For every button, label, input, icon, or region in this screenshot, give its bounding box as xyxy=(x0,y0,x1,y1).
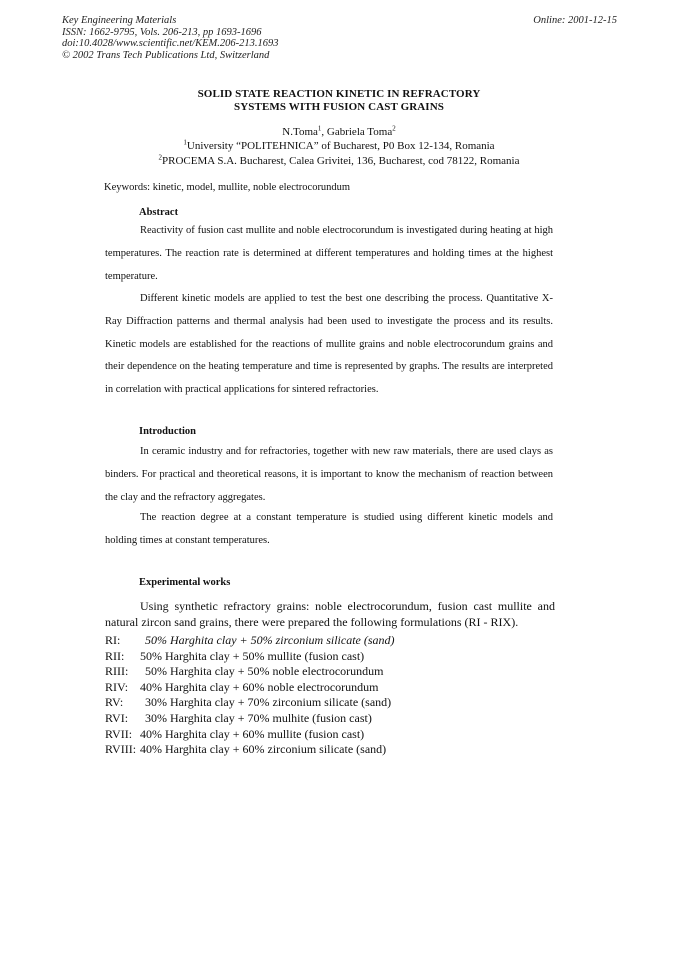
formulation-text: 40% Harghita clay + 60% mullite (fusion cast) xyxy=(140,726,365,741)
keywords: Keywords: kinetic, model, mullite, noble electrocorundum xyxy=(104,182,351,193)
formulation-label: RVII: xyxy=(105,726,133,741)
paper-title xyxy=(0,88,678,114)
formulation-text: 50% Harghita clay + 50% mullite (fusion cast) xyxy=(140,648,365,663)
formulation-row xyxy=(105,742,395,758)
introduction-paragraph-1: In ceramic industry and for refractories, together with new raw materials, there are used clays as binders. For practical and theoretical reasons, it is important to know the mechanism of reaction between the clay and the refractory aggregates. xyxy=(105,446,553,503)
formulation-row xyxy=(105,680,395,696)
formulation-text: 50% Harghita clay + 50% zirconium silicate (sand) xyxy=(145,633,395,647)
formulation-label: RVI: xyxy=(105,710,129,725)
abstract-heading: Abstract xyxy=(139,207,179,218)
copyright-line: © 2002 Trans Tech Publications Ltd, Switzerland xyxy=(62,49,270,61)
introduction-heading: Introduction xyxy=(139,426,196,437)
experimental-heading: Experimental works xyxy=(139,577,231,588)
author-list xyxy=(0,125,678,141)
journal-header xyxy=(62,15,617,61)
formulation-row xyxy=(105,649,395,665)
affiliation-2 xyxy=(0,155,678,167)
formulation-row xyxy=(105,633,395,649)
author-1-affil-mark: 1 xyxy=(317,124,322,133)
formulation-text: 50% Harghita clay + 50% noble electrocorundum xyxy=(145,664,384,679)
journal-name: Key Engineering Materials xyxy=(62,15,177,26)
formulation-row xyxy=(105,664,395,680)
author-2-affil-mark: 2 xyxy=(392,124,396,133)
formulation-label: RVIII: xyxy=(105,742,137,757)
formulation-label: RV: xyxy=(105,695,124,710)
affiliation-2-mark: 2 xyxy=(158,153,163,162)
title-line-1: SOLID STATE REACTION KINETIC IN REFRACTORY xyxy=(197,88,481,100)
affiliation-1 xyxy=(0,140,678,152)
formulation-label: RII: xyxy=(105,648,125,663)
formulation-label: RIII: xyxy=(105,664,129,679)
affiliation-1-text: University “POLITEHNICA” of Bucharest, P0 Box 12-134, Romania xyxy=(186,140,495,152)
formulation-label: RI: xyxy=(105,633,121,647)
affiliation-2-text: PROCEMA S.A. Bucharest, Calea Grivitei, 136, Bucharest, cod 78122, Romania xyxy=(162,155,520,167)
title-line-2: SYSTEMS WITH FUSION CAST GRAINS xyxy=(234,101,444,113)
introduction-paragraph-2: The reaction degree at a constant temperature is studied using different kinetic models and holding times at constant temperatures. xyxy=(105,512,553,546)
formulation-label: RIV: xyxy=(105,679,129,694)
affiliation-1-mark: 1 xyxy=(183,138,187,147)
experimental-paragraph-1: Using synthetic refractory grains: noble electrocorundum, fusion cast mullite and natural zircon sand grains, there were prepared the following formulations (RI - RIX). xyxy=(105,599,555,629)
abstract-paragraph-2: Different kinetic models are applied to test the best one describing the process. Quantitative X-Ray Diffraction patterns and thermal analysis had been used to investigate the process and its results. Kinetic models are established for the reactions of mullite grains and noble electrocorundum grains and their dependence on the heating temperature and time is represented by graphs. The results are interpreted in correlation with practical applications for sintered refractories. xyxy=(105,293,553,396)
online-date: Online: 2001-12-15 xyxy=(533,15,617,26)
formulation-row xyxy=(105,695,395,711)
author-1: N.Toma xyxy=(282,126,318,138)
issn-line: ISSN: 1662-9795, Vols. 206-213, pp 1693-1696 xyxy=(62,26,262,38)
author-separator: , xyxy=(321,126,327,138)
formulation-text: 30% Harghita clay + 70% mulhite (fusion cast) xyxy=(145,710,372,725)
formulation-row xyxy=(105,711,395,727)
abstract-paragraph-1: Reactivity of fusion cast mullite and noble electrocorundum is investigated during heating at high temperatures. The reaction rate is determined at different temperatures and holding times at the highest temperature. xyxy=(105,225,553,282)
formulation-text: 40% Harghita clay + 60% zirconium silicate (sand) xyxy=(140,742,387,757)
doi-line: doi:10.4028/www.scientific.net/KEM.206-213.1693 xyxy=(62,38,279,50)
formulation-text: 40% Harghita clay + 60% noble electrocorundum xyxy=(140,679,379,694)
formulation-list xyxy=(105,633,395,758)
formulation-text: 30% Harghita clay + 70% zirconium silicate (sand) xyxy=(145,695,392,710)
author-2: Gabriela Toma xyxy=(326,126,393,138)
formulation-row xyxy=(105,727,395,743)
